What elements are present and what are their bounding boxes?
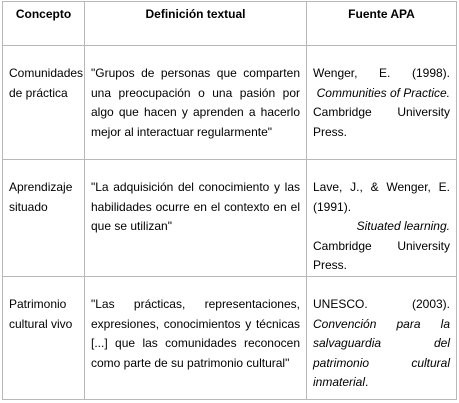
source-publisher: Cambridge University Press. xyxy=(313,105,450,139)
source-author: Lave, J., & Wenger, E. (1991). xyxy=(313,180,450,214)
source-cell xyxy=(307,277,457,400)
definition-cell: "La adquisición del conocimiento y las habilidades ocurre en el contexto en el que se utilizan" xyxy=(85,160,307,277)
concept-cell: Comunidades de práctica xyxy=(3,46,85,160)
source-publisher: Cambridge University Press. xyxy=(313,238,450,272)
table-row xyxy=(3,160,457,277)
source-author: UNESCO. (2003). xyxy=(313,297,450,311)
definition-cell: "Grupos de personas que comparten una preocupación o una pasión por algo que hacen y aprenden a hacerlo mejor al interactuar regularmente" xyxy=(85,46,307,160)
source-title: Situated learning. xyxy=(356,219,450,233)
table-row xyxy=(3,277,457,400)
source-author: Wenger, E. (1998). xyxy=(313,66,450,80)
source-cell xyxy=(307,160,457,277)
header-concept: Concepto xyxy=(3,2,85,46)
header-row xyxy=(3,2,457,46)
header-definition: Definición textual xyxy=(85,2,307,46)
definition-cell: "Las prácticas, representaciones, expresiones, conocimientos y técnicas [...] que las comunidades reconocen como parte de su patrimonio cultural" xyxy=(85,277,307,400)
header-source: Fuente APA xyxy=(307,2,457,46)
source-title: Convención para la salvaguardia del patrimonio cultural inmaterial xyxy=(313,316,450,389)
concepts-table xyxy=(2,1,457,400)
source-title: Communities of Practice. xyxy=(316,85,450,100)
source-cell xyxy=(307,46,457,160)
concept-cell: Patrimonio cultural vivo xyxy=(3,277,85,400)
concept-cell: Aprendizaje situado xyxy=(3,160,85,277)
source-publisher: . xyxy=(365,375,369,389)
table-row xyxy=(3,46,457,160)
